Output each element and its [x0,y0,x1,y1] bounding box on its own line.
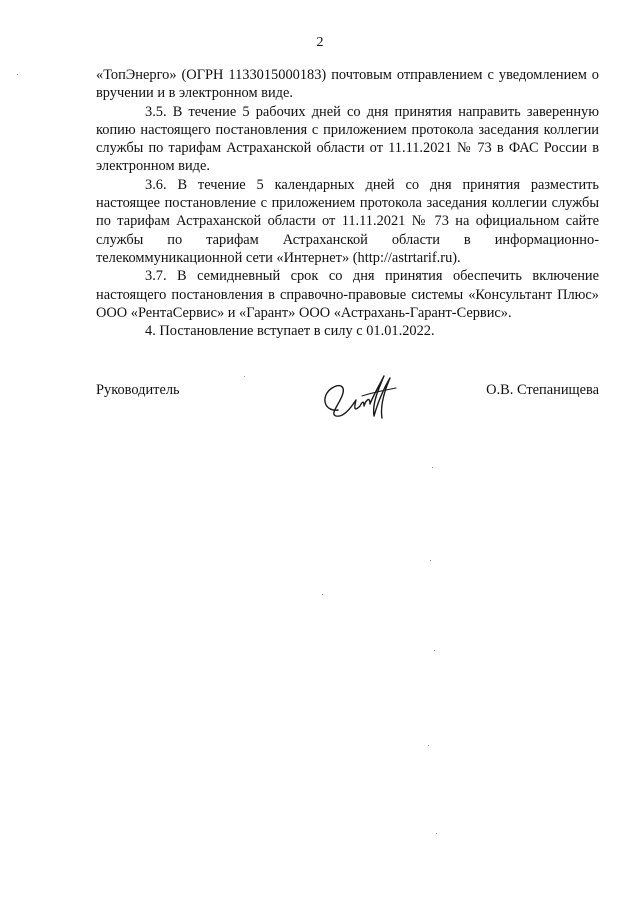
signature-block [96,380,599,440]
scan-speck [436,833,437,834]
scan-speck [428,745,429,746]
document-body [96,66,599,340]
signatory-name: О.В. Степанищева [486,382,599,398]
handwritten-signature [318,366,408,426]
scan-speck [432,467,433,468]
paragraph-3-5: 3.5. В течение 5 рабочих дней со дня принятия направить заверенную копию настоящего постановления с приложением протокола заседания коллегии службы по тарифам Астраханской области от 11.11.2021 № 73 в ФАС России в электронном виде. [96,103,599,175]
scan-speck [17,74,18,75]
paragraph-continuation: «ТопЭнерго» (ОГРН 1133015000183) почтовым отправлением с уведомлением о вручении и в электронном виде. [96,67,599,102]
paragraph-3-7: 3.7. В семидневный срок со дня принятия обеспечить включение настоящего постановления в справочно-правовые системы «Консультант Плюс» ООО «РентаСервис» и «Гарант» ООО «Астрахань-Гарант-Сервис». [96,268,599,321]
scan-speck [434,650,435,651]
signatory-position: Руководитель [96,382,180,398]
paragraph-3-6: 3.6. В течение 5 календарных дней со дня принятия разместить настоящее постановление с приложением протокола заседания коллегии службы по тарифам Астраханской области от 11.11.2021 № 73 на официальном сайте службы по тарифам Астраханской области в информационно-телекоммуникационной сети «Интернет» (http://astrtarif.ru). [96,176,599,266]
paragraph-4: 4. Постановление вступает в силу с 01.01.2022. [145,323,435,340]
scan-speck [244,376,245,377]
scan-speck [322,594,323,595]
scan-speck [430,560,431,561]
page-number: 2 [316,35,324,50]
